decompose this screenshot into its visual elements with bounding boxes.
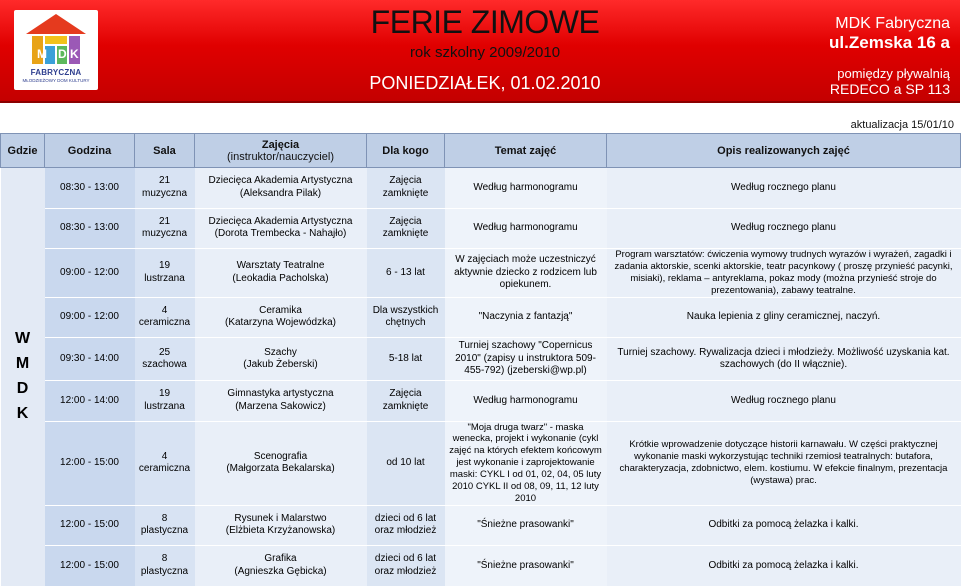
instructor-name: (Marzena Sakowicz) [235, 400, 326, 412]
description-cell: Według rocznego planu [607, 208, 961, 249]
room-name: szachowa [142, 359, 187, 370]
time-cell: 12:00 - 15:00 [45, 546, 135, 587]
col-header-zajecia-line1: Zajęcia [261, 138, 300, 151]
class-cell [195, 338, 367, 381]
audience-line1: 6 - 13 lat [386, 266, 425, 278]
room-cell [135, 421, 195, 505]
time-cell: 09:00 - 12:00 [45, 249, 135, 298]
room-cell [135, 168, 195, 209]
page-title: FERIE ZIMOWE [370, 4, 600, 40]
audience-line1: Zajęcia [389, 388, 422, 400]
description-cell: Odbitki za pomocą żelazka i kalki. [607, 546, 961, 587]
instructor-name: (Elżbieta Krzyżanowska) [225, 525, 336, 537]
instructor-name: (Leokadia Pacholska) [232, 272, 329, 284]
logo-subtitle: MŁODZIEŻOWY DOM KULTURY [22, 78, 90, 83]
topic-cell: W zajęciach może uczestniczyć aktywnie dziecko z rodzicem lub opiekunem. [445, 249, 607, 298]
audience-cell [367, 249, 445, 298]
schedule-date: PONIEDZIAŁEK, 01.02.2010 [369, 73, 601, 93]
audience-line2: chętnych [385, 317, 426, 329]
audience-line2: zamknięte [382, 400, 429, 412]
audience-line2: zamknięte [382, 228, 429, 240]
time-cell: 12:00 - 15:00 [45, 421, 135, 505]
venue-location-line2: REDECO a SP 113 [829, 81, 950, 97]
table-row [1, 338, 961, 381]
col-header-gdzie: Gdzie [1, 134, 45, 168]
class-cell [195, 297, 367, 338]
mdk-logo [14, 10, 98, 90]
venue-name: MDK Fabryczna [835, 15, 950, 32]
schedule-table [0, 133, 961, 587]
room-name: ceramiczna [138, 463, 191, 475]
school-year: rok szkolny 2009/2010 [409, 44, 561, 61]
col-header-zajecia [195, 134, 367, 168]
audience-line1: Zajęcia [389, 215, 422, 227]
class-name: Dziecięca Akademia Artystyczna [208, 175, 353, 187]
audience-line1: dzieci od 6 lat [374, 553, 437, 565]
instructor-name: (Aleksandra Pilak) [239, 187, 322, 199]
table-row [1, 208, 961, 249]
place-letter: K [16, 404, 29, 422]
time-cell: 08:30 - 13:00 [45, 208, 135, 249]
class-name: Rysunek i Malarstwo [234, 512, 327, 524]
audience-cell [367, 297, 445, 338]
table-row [1, 168, 961, 209]
topic-cell: "Śnieżne prasowanki" [445, 505, 607, 546]
table-header-row [1, 134, 961, 168]
update-date: aktualizacja 15/01/10 [850, 119, 954, 131]
table-row [1, 381, 961, 422]
topic-cell: "Moja druga twarz" - maska wenecka, projekt i wykonanie (cykl zajęć na których efektem końcowym jest wykonanie i zaprojektowanie maski: CYKL I od 01, 02, 04, 05 luty 2010 CYKL II od 08, 09, 11, 12 luty 2010 [445, 421, 607, 505]
col-header-temat: Temat zajęć [445, 134, 607, 168]
audience-cell [367, 381, 445, 422]
room-number: 21 [158, 175, 171, 187]
svg-text:M: M [37, 47, 47, 61]
room-number: 8 [161, 553, 168, 565]
col-header-opis: Opis realizowanych zajęć [607, 134, 961, 168]
audience-line1: dzieci od 6 lat [374, 512, 437, 524]
topic-cell: Według harmonogramu [445, 381, 607, 422]
col-header-godzina: Godzina [45, 134, 135, 168]
audience-line2: oraz młodzież [374, 525, 437, 537]
topic-cell: Turniej szachowy "Copernicus 2010" (zapisy u instruktora 509-455-792) (jzeberski@wp.pl) [445, 338, 607, 381]
instructor-name: (Katarzyna Wojewódzka) [225, 317, 336, 329]
class-name: Scenografia [253, 450, 308, 462]
place-letter: D [16, 379, 29, 397]
place-cell [1, 168, 45, 587]
room-cell [135, 208, 195, 249]
instructor-name: (Dorota Trembecka - Nahajło) [214, 228, 347, 240]
audience-cell [367, 421, 445, 505]
time-cell: 12:00 - 14:00 [45, 381, 135, 422]
audience-cell [367, 338, 445, 381]
class-cell [195, 421, 367, 505]
room-cell [135, 381, 195, 422]
audience-cell [367, 505, 445, 546]
table-row [1, 421, 961, 505]
audience-line2: oraz młodzież [374, 565, 437, 577]
time-cell: 09:30 - 14:00 [45, 338, 135, 381]
class-cell [195, 208, 367, 249]
description-cell: Odbitki za pomocą żelazka i kalki. [607, 505, 961, 546]
audience-line1: Dla wszystkich [372, 304, 439, 316]
time-cell: 09:00 - 12:00 [45, 297, 135, 338]
room-number: 8 [161, 512, 168, 524]
venue-location-line1: pomiędzy pływalnią [837, 66, 950, 81]
class-cell [195, 505, 367, 546]
place-letter: M [15, 355, 30, 373]
audience-line1: Zajęcia [389, 175, 422, 187]
header-banner [0, 0, 960, 103]
class-name: Warsztaty Teatralne [236, 260, 325, 272]
table-row [1, 249, 961, 298]
class-cell [195, 546, 367, 587]
table-row [1, 297, 961, 338]
audience-line1: 5-18 lat [388, 352, 423, 364]
class-name: Gimnastyka artystyczna [227, 388, 334, 400]
instructor-name: (Agnieszka Gębicka) [234, 565, 327, 577]
room-number: 4 [161, 450, 168, 462]
description-cell: Turniej szachowy. Rywalizacja dzieci i młodzieży. Możliwość uzyskania kat. szachowych (do II włącznie). [607, 338, 961, 381]
svg-text:K: K [70, 47, 79, 61]
description-cell: Według rocznego planu [607, 381, 961, 422]
class-cell [195, 168, 367, 209]
class-cell [195, 381, 367, 422]
instructor-name: (Jakub Żeberski) [243, 359, 318, 370]
room-number: 21 [158, 215, 171, 227]
audience-cell [367, 208, 445, 249]
schedule-table-wrap [0, 133, 960, 577]
topic-cell: "Naczynia z fantazją" [445, 297, 607, 338]
room-number: 25 [158, 346, 171, 358]
col-header-zajecia-line2: (instruktor/nauczyciel) [227, 150, 334, 163]
topic-cell: Według harmonogramu [445, 208, 607, 249]
class-name: Dziecięca Akademia Artystyczna [208, 215, 353, 227]
room-name: plastyczna [140, 525, 189, 537]
description-cell: Program warsztatów: ćwiczenia wymowy trudnych wyrazów i wyrażeń, zagadki i zadania aktorskie, scenki aktorskie, teatr pacynkowy ( proszę przynieść pacynki, misiaki), reklama – antyreklama, pokaz mody (można przynieść stroje do prezentowania), zabawy teatralne. [607, 249, 961, 298]
topic-cell: Według harmonogramu [445, 168, 607, 209]
audience-cell [367, 546, 445, 587]
logo-name: FABRYCZNA [30, 68, 82, 77]
topic-cell: "Śnieżne prasowanki" [445, 546, 607, 587]
room-number: 4 [161, 304, 168, 316]
room-cell [135, 338, 195, 381]
room-name: plastyczna [140, 565, 189, 577]
time-cell: 12:00 - 15:00 [45, 505, 135, 546]
room-cell [135, 505, 195, 546]
description-cell: Według rocznego planu [607, 168, 961, 209]
table-row [1, 546, 961, 587]
class-name: Ceramika [259, 304, 302, 316]
room-name: ceramiczna [138, 317, 191, 329]
time-cell: 08:30 - 13:00 [45, 168, 135, 209]
description-cell: Krótkie wprowadzenie dotyczące historii karnawału. W części praktycznej wykonanie maski wykorzystując techniki rzemiosł teatralnych: butafora, charakteryzacja, zdobnictwo, elem. kostiumu. W efekcie finalnym, prezentacja (wystawa) prac. [607, 421, 961, 505]
audience-line2: zamknięte [382, 187, 429, 199]
col-header-dla-kogo: Dla kogo [367, 134, 445, 168]
col-header-sala: Sala [135, 134, 195, 168]
room-name: lustrzana [144, 272, 185, 284]
venue-address: ul.Zemska 16 a [829, 33, 950, 52]
room-cell [135, 546, 195, 587]
room-number: 19 [158, 260, 171, 272]
table-row [1, 505, 961, 546]
room-name: muzyczna [141, 228, 187, 240]
audience-cell [367, 168, 445, 209]
description-cell: Nauka lepienia z gliny ceramicznej, naczyń. [607, 297, 961, 338]
class-name: Grafika [264, 553, 297, 565]
mdk-logo-icon [20, 12, 92, 68]
room-number: 19 [158, 388, 171, 400]
svg-text:D: D [58, 47, 67, 61]
audience-line1: od 10 lat [386, 456, 425, 468]
instructor-name: (Małgorzata Bekalarska) [226, 463, 335, 475]
place-letter: W [14, 330, 31, 348]
room-cell [135, 249, 195, 298]
class-name: Szachy [264, 346, 297, 358]
room-name: lustrzana [144, 400, 185, 412]
room-cell [135, 297, 195, 338]
class-cell [195, 249, 367, 298]
room-name: muzyczna [141, 187, 187, 199]
